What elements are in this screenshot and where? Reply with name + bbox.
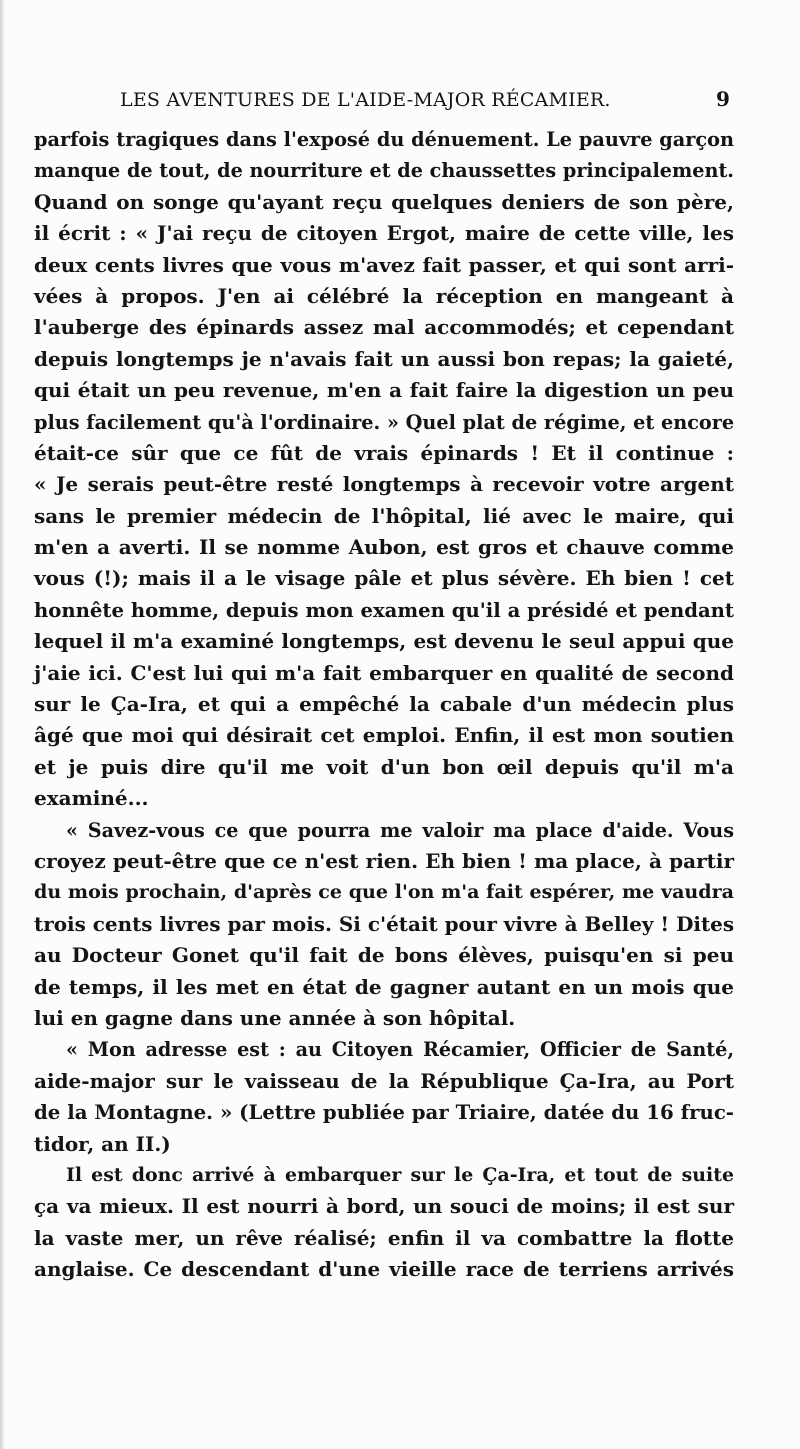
- text-line: m'en a averti. Il se nomme Aubon, est gros et chauve comme: [34, 535, 734, 560]
- text-line: « Savez-vous ce que pourra me valoir ma place d'aide. Vous: [66, 818, 734, 842]
- text-line: âgé que moi qui désirait cet emploi. Enfin, il est mon soutien: [34, 723, 734, 748]
- text-line: parfois tragiques dans l'exposé du dénuement. Le pauvre garçon: [34, 128, 734, 151]
- text-line: il écrit : « J'ai reçu de citoyen Ergot, maire de cette ville, les: [34, 221, 734, 246]
- text-line: l'auberge des épinards assez mal accommodés; et cependant: [34, 315, 734, 340]
- text-line: j'aie ici. C'est lui qui m'a fait embarquer en qualité de second: [34, 660, 734, 685]
- text-line: du mois prochain, d'après ce que l'on m'a fait espérer, me vaudra: [34, 881, 734, 904]
- text-line: croyez peut-être que ce n'est rien. Eh bien ! ma place, à partir: [34, 848, 734, 873]
- text-line: ça va mieux. Il est nourri à bord, un souci de moins; il est sur: [34, 1194, 734, 1219]
- text-line: de la Montagne. » (Lettre publiée par Triaire, datée du 16 fruc-: [34, 1100, 734, 1125]
- text-line: la vaste mer, un rêve réalisé; enfin il va combattre la flotte: [34, 1225, 734, 1250]
- text-line: sans le premier médecin de l'hôpital, lié avec le maire, qui: [34, 503, 734, 528]
- text-line: « Je serais peut-être resté longtemps à recevoir votre argent: [34, 472, 734, 497]
- text-line: sur le Ça-Ira, et qui a empêché la cabale d'un médecin plus: [34, 692, 734, 717]
- text-line: qui était un peu revenue, m'en a fait faire la digestion un peu: [34, 378, 734, 403]
- text-line: et je puis dire qu'il me voit d'un bon œil depuis qu'il m'a: [34, 754, 734, 779]
- text-line: Quand on songe qu'ayant reçu quelques deniers de son père,: [34, 189, 734, 214]
- text-line: plus facilement qu'à l'ordinaire. » Quel plat de régime, et encore: [34, 410, 735, 434]
- text-line: trois cents livres par mois. Si c'était pour vivre à Belley ! Dites: [34, 911, 735, 936]
- body-text: [34, 124, 734, 1285]
- text-line: anglaise. Ce descendant d'une vieille race de terriens arrivés: [34, 1257, 734, 1282]
- text-line: lequel il m'a examiné longtemps, est devenu le seul appui que: [34, 629, 734, 654]
- text-line: depuis longtemps je n'avais fait un aussi bon repas; la gaieté,: [34, 346, 734, 371]
- page-spine-shadow: [0, 0, 5, 1449]
- text-line: tidor, an II.): [34, 1131, 171, 1156]
- text-line: « Mon adresse est : au Citoyen Récamier, Officier de Santé,: [66, 1038, 734, 1062]
- text-line: honnête homme, depuis mon examen qu'il a présidé et pendant: [34, 598, 734, 622]
- text-line: vées à propos. J'en ai célébré la réception en mangeant à: [34, 283, 734, 308]
- text-line: manque de tout, de nourriture et de chaussettes principalement.: [34, 159, 734, 183]
- text-line: vous (!); mais il a le visage pâle et plus sévère. Eh bien ! cet: [34, 566, 734, 591]
- text-line: de temps, il les met en état de gagner autant en un mois que: [34, 974, 734, 999]
- text-line: deux cents livres que vous m'avez fait passer, et qui sont arri-: [34, 252, 734, 277]
- text-line: lui en gagne dans une année à son hôpital.: [34, 1005, 516, 1030]
- text-line: aide-major sur le vaisseau de la République Ça-Ira, au Port: [34, 1068, 734, 1093]
- page-number: 9: [716, 87, 730, 111]
- running-title: LES AVENTURES DE L'AIDE-MAJOR RÉCAMIER.: [120, 89, 611, 111]
- text-line: était-ce sûr que ce fût de vrais épinards ! Et il continue :: [34, 440, 734, 465]
- text-line: Il est donc arrivé à embarquer sur le Ça-Ira, et tout de suite: [66, 1163, 734, 1186]
- text-line: au Docteur Gonet qu'il fait de bons élèves, puisqu'en si peu: [34, 943, 734, 968]
- text-line: examiné...: [34, 786, 149, 811]
